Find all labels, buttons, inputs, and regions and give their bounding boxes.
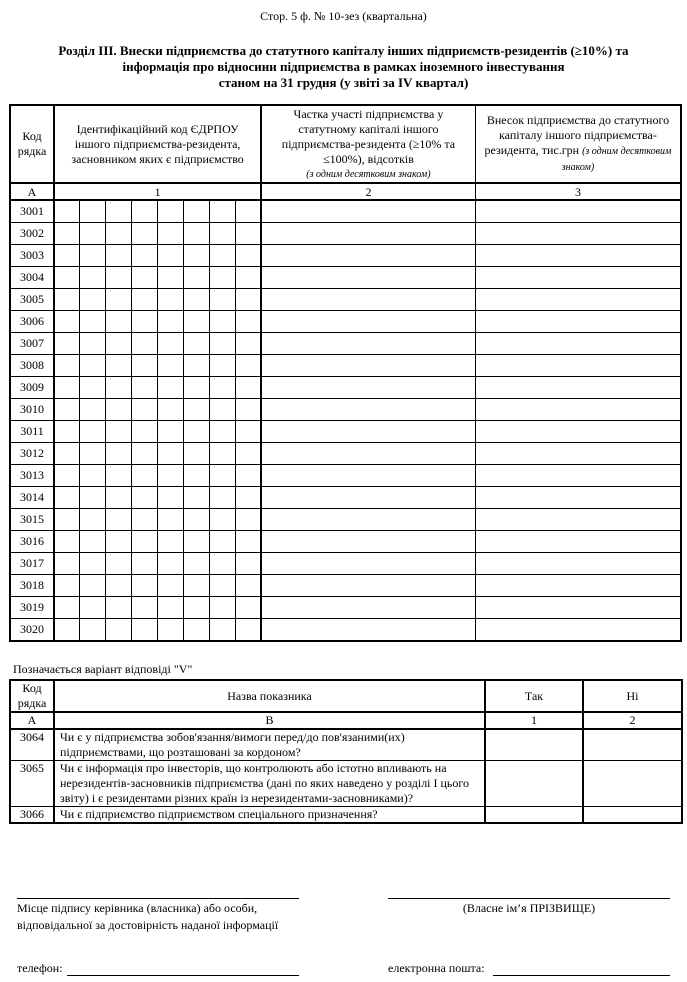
edrpou-digit-cell[interactable]	[80, 553, 106, 575]
no-cell[interactable]	[583, 761, 682, 807]
row-code: 3002	[10, 223, 54, 245]
share-percent-cell[interactable]	[261, 333, 475, 355]
contribution-cell[interactable]	[475, 399, 681, 421]
share-percent-cell[interactable]	[261, 399, 475, 421]
edrpou-digit-cell[interactable]	[158, 223, 184, 245]
row-code: 3012	[10, 443, 54, 465]
edrpou-digit-cell[interactable]	[54, 267, 80, 289]
edrpou-digit-cell[interactable]	[54, 377, 80, 399]
header-no: Ні	[583, 680, 682, 712]
section-title	[0, 43, 687, 91]
table-row	[10, 761, 682, 807]
edrpou-digit-cell[interactable]	[183, 333, 209, 355]
edrpou-digit-cell[interactable]	[158, 399, 184, 421]
edrpou-digit-cell[interactable]	[106, 487, 132, 509]
edrpou-digit-cell[interactable]	[209, 377, 235, 399]
edrpou-digit-cell[interactable]	[183, 487, 209, 509]
row-code: 3065	[10, 761, 54, 807]
edrpou-digit-cell[interactable]	[235, 443, 261, 465]
edrpou-digit-cell[interactable]	[183, 553, 209, 575]
table-header-row	[10, 680, 682, 712]
edrpou-digit-cell[interactable]	[106, 245, 132, 267]
row-code: 3020	[10, 619, 54, 642]
edrpou-digit-cell[interactable]	[158, 465, 184, 487]
edrpou-digit-cell[interactable]	[209, 267, 235, 289]
row-code: 3015	[10, 509, 54, 531]
edrpou-digit-cell[interactable]	[183, 509, 209, 531]
index-cell: В	[54, 712, 485, 729]
signature-caption-line: відповідальної за достовірність наданої інформації	[17, 918, 279, 932]
table-row	[10, 597, 681, 619]
edrpou-digit-cell[interactable]	[132, 311, 158, 333]
edrpou-digit-cell[interactable]	[183, 399, 209, 421]
index-cell: А	[10, 712, 54, 729]
contribution-cell[interactable]	[475, 509, 681, 531]
edrpou-digit-cell[interactable]	[54, 289, 80, 311]
edrpou-digit-cell[interactable]	[209, 289, 235, 311]
table-row	[10, 531, 681, 553]
share-percent-cell[interactable]	[261, 531, 475, 553]
edrpou-digit-cell[interactable]	[106, 311, 132, 333]
edrpou-digit-cell[interactable]	[158, 289, 184, 311]
edrpou-digit-cell[interactable]	[80, 443, 106, 465]
name-line[interactable]	[388, 898, 670, 899]
edrpou-digit-cell[interactable]	[54, 619, 80, 642]
edrpou-digit-cell[interactable]	[209, 531, 235, 553]
edrpou-digit-cell[interactable]	[235, 553, 261, 575]
row-code: 3011	[10, 421, 54, 443]
edrpou-digit-cell[interactable]	[158, 487, 184, 509]
answer-note: Позначається варіант відповіді "V"	[13, 662, 193, 676]
table-row	[10, 399, 681, 421]
table-row	[10, 509, 681, 531]
row-code: 3019	[10, 597, 54, 619]
share-percent-cell[interactable]	[261, 487, 475, 509]
edrpou-digit-cell[interactable]	[235, 200, 261, 223]
edrpou-digit-cell[interactable]	[209, 509, 235, 531]
row-code: 3007	[10, 333, 54, 355]
edrpou-digit-cell[interactable]	[54, 421, 80, 443]
edrpou-digit-cell[interactable]	[106, 223, 132, 245]
edrpou-digit-cell[interactable]	[235, 487, 261, 509]
header-indicator-name: Назва показника	[54, 680, 485, 712]
share-percent-cell[interactable]	[261, 267, 475, 289]
edrpou-digit-cell[interactable]	[209, 200, 235, 223]
header-share-text: Частка участі підприємства у статутному капіталі іншого підприємства-резидента (≥10% та ≤100%), відсотків	[281, 106, 456, 166]
row-code: 3001	[10, 200, 54, 223]
edrpou-digit-cell[interactable]	[183, 597, 209, 619]
questions-table	[9, 679, 683, 824]
row-code: 3005	[10, 289, 54, 311]
section-title-line: інформація про відносини підприємства в рамках іноземного інвестування	[122, 59, 565, 74]
edrpou-digit-cell[interactable]	[54, 443, 80, 465]
edrpou-digit-cell[interactable]	[158, 509, 184, 531]
edrpou-digit-cell[interactable]	[209, 311, 235, 333]
index-row	[10, 183, 681, 200]
edrpou-digit-cell[interactable]	[132, 421, 158, 443]
edrpou-digit-cell[interactable]	[54, 311, 80, 333]
edrpou-digit-cell[interactable]	[106, 553, 132, 575]
edrpou-digit-cell[interactable]	[54, 223, 80, 245]
email-field[interactable]	[493, 975, 670, 976]
row-code: 3016	[10, 531, 54, 553]
edrpou-digit-cell[interactable]	[209, 223, 235, 245]
edrpou-digit-cell[interactable]	[209, 487, 235, 509]
edrpou-digit-cell[interactable]	[209, 575, 235, 597]
row-code: 3009	[10, 377, 54, 399]
table-row	[10, 223, 681, 245]
phone-field[interactable]	[67, 975, 299, 976]
signature-caption-line: Місце підпису керівника (власника) або особи,	[17, 901, 258, 915]
table-row	[10, 333, 681, 355]
page-header: Стор. 5 ф. № 10-зез (квартальна)	[260, 9, 427, 23]
contribution-cell[interactable]	[475, 333, 681, 355]
edrpou-digit-cell[interactable]	[209, 619, 235, 642]
table-row	[10, 311, 681, 333]
row-code: 3018	[10, 575, 54, 597]
edrpou-digit-cell[interactable]	[183, 531, 209, 553]
edrpou-digit-cell[interactable]	[235, 289, 261, 311]
edrpou-digit-cell[interactable]	[183, 223, 209, 245]
share-percent-cell[interactable]	[261, 377, 475, 399]
yes-cell[interactable]	[485, 729, 583, 761]
edrpou-digit-cell[interactable]	[106, 575, 132, 597]
row-question: Чи є у підприємства зобов'язання/вимоги перед/до пов'язаними(их) підприємствами, що розташовані за кордоном?	[54, 729, 485, 761]
edrpou-digit-cell[interactable]	[235, 575, 261, 597]
edrpou-digit-cell[interactable]	[80, 487, 106, 509]
edrpou-digit-cell[interactable]	[132, 267, 158, 289]
contribution-cell[interactable]	[475, 311, 681, 333]
edrpou-digit-cell[interactable]	[132, 531, 158, 553]
edrpou-digit-cell[interactable]	[235, 597, 261, 619]
edrpou-digit-cell[interactable]	[80, 311, 106, 333]
edrpou-digit-cell[interactable]	[235, 509, 261, 531]
edrpou-digit-cell[interactable]	[106, 597, 132, 619]
header-edrpou: Ідентифікаційний код ЄДРПОУ іншого підприємства-резидента, засновником яких є підприємство	[54, 105, 261, 183]
section-title-line: станом на 31 грудня (у звіті за ІV квартал)	[218, 75, 469, 90]
contribution-cell[interactable]	[475, 553, 681, 575]
edrpou-digit-cell[interactable]	[80, 619, 106, 642]
index-cell: А	[10, 183, 54, 200]
share-percent-cell[interactable]	[261, 575, 475, 597]
edrpou-digit-cell[interactable]	[158, 377, 184, 399]
edrpou-digit-cell[interactable]	[80, 377, 106, 399]
edrpou-digit-cell[interactable]	[106, 267, 132, 289]
edrpou-digit-cell[interactable]	[235, 333, 261, 355]
table-row	[10, 355, 681, 377]
header-code: Код рядка	[10, 105, 54, 183]
edrpou-digit-cell[interactable]	[183, 311, 209, 333]
edrpou-digit-cell[interactable]	[158, 443, 184, 465]
share-percent-cell[interactable]	[261, 465, 475, 487]
edrpou-digit-cell[interactable]	[106, 619, 132, 642]
edrpou-digit-cell[interactable]	[132, 553, 158, 575]
table-row	[10, 377, 681, 399]
share-percent-cell[interactable]	[261, 597, 475, 619]
row-code: 3017	[10, 553, 54, 575]
table-row	[10, 575, 681, 597]
contribution-cell[interactable]	[475, 289, 681, 311]
contribution-cell[interactable]	[475, 465, 681, 487]
contribution-cell[interactable]	[475, 619, 681, 642]
edrpou-digit-cell[interactable]	[158, 421, 184, 443]
contribution-cell[interactable]	[475, 223, 681, 245]
header-code: Код рядка	[10, 680, 54, 712]
signature-line[interactable]	[17, 898, 299, 899]
row-question: Чи є інформація про інвесторів, що контролюють або істотно впливають на нерезидентів-засновників підприємства (дані по яких наведено у розділі І цього звіту) і є резидентами різних країн із нерезидентами-засновниками)?	[54, 761, 485, 807]
edrpou-digit-cell[interactable]	[183, 377, 209, 399]
edrpou-digit-cell[interactable]	[132, 399, 158, 421]
name-caption: (Власне ім’я ПРІЗВИЩЕ)	[462, 901, 596, 915]
header-yes: Так	[485, 680, 583, 712]
edrpou-digit-cell[interactable]	[209, 333, 235, 355]
edrpou-digit-cell[interactable]	[158, 531, 184, 553]
share-percent-cell[interactable]	[261, 421, 475, 443]
edrpou-digit-cell[interactable]	[54, 355, 80, 377]
edrpou-digit-cell[interactable]	[183, 443, 209, 465]
edrpou-digit-cell[interactable]	[54, 333, 80, 355]
edrpou-digit-cell[interactable]	[209, 597, 235, 619]
edrpou-digit-cell[interactable]	[158, 597, 184, 619]
edrpou-digit-cell[interactable]	[158, 245, 184, 267]
edrpou-digit-cell[interactable]	[80, 509, 106, 531]
edrpou-digit-cell[interactable]	[209, 553, 235, 575]
header-contribution	[475, 105, 681, 183]
edrpou-digit-cell[interactable]	[80, 575, 106, 597]
edrpou-digit-cell[interactable]	[106, 443, 132, 465]
share-percent-cell[interactable]	[261, 355, 475, 377]
edrpou-digit-cell[interactable]	[158, 333, 184, 355]
edrpou-digit-cell[interactable]	[106, 200, 132, 223]
edrpou-digit-cell[interactable]	[235, 377, 261, 399]
row-code: 3003	[10, 245, 54, 267]
contribution-cell[interactable]	[475, 443, 681, 465]
edrpou-digit-cell[interactable]	[80, 333, 106, 355]
row-code: 3066	[10, 807, 54, 824]
index-cell: 1	[485, 712, 583, 729]
table-row	[10, 553, 681, 575]
edrpou-digit-cell[interactable]	[80, 421, 106, 443]
table-row	[10, 267, 681, 289]
edrpou-digit-cell[interactable]	[209, 355, 235, 377]
edrpou-digit-cell[interactable]	[106, 355, 132, 377]
table-row	[10, 465, 681, 487]
row-code: 3006	[10, 311, 54, 333]
edrpou-digit-cell[interactable]	[235, 421, 261, 443]
index-row	[10, 712, 682, 729]
edrpou-digit-cell[interactable]	[80, 355, 106, 377]
edrpou-digit-cell[interactable]	[235, 311, 261, 333]
header-contribution-note: (з одним десятковим знаком)	[561, 146, 672, 173]
edrpou-digit-cell[interactable]	[183, 465, 209, 487]
edrpou-digit-cell[interactable]	[209, 399, 235, 421]
edrpou-digit-cell[interactable]	[80, 267, 106, 289]
edrpou-digit-cell[interactable]	[54, 200, 80, 223]
edrpou-digit-cell[interactable]	[80, 289, 106, 311]
table-row	[10, 729, 682, 761]
edrpou-digit-cell[interactable]	[209, 245, 235, 267]
edrpou-digit-cell[interactable]	[80, 465, 106, 487]
edrpou-digit-cell[interactable]	[158, 200, 184, 223]
edrpou-digit-cell[interactable]	[209, 421, 235, 443]
no-cell[interactable]	[583, 729, 682, 761]
edrpou-digit-cell[interactable]	[235, 465, 261, 487]
table-row	[10, 289, 681, 311]
edrpou-digit-cell[interactable]	[235, 223, 261, 245]
edrpou-digit-cell[interactable]	[132, 223, 158, 245]
email-label: електронна пошта:	[388, 961, 485, 975]
edrpou-digit-cell[interactable]	[54, 245, 80, 267]
table-row	[10, 807, 682, 824]
row-code: 3064	[10, 729, 54, 761]
edrpou-digit-cell[interactable]	[235, 531, 261, 553]
edrpou-digit-cell[interactable]	[183, 619, 209, 642]
edrpou-digit-cell[interactable]	[183, 421, 209, 443]
edrpou-digit-cell[interactable]	[80, 200, 106, 223]
section-title-line: Розділ ІІІ. Внески підприємства до статутного капіталу інших підприємств-резидентів (≥10%) та	[58, 43, 629, 58]
edrpou-digit-cell[interactable]	[80, 245, 106, 267]
edrpou-digit-cell[interactable]	[54, 553, 80, 575]
contribution-cell[interactable]	[475, 575, 681, 597]
index-cell: 2	[261, 183, 475, 200]
table-row	[10, 245, 681, 267]
edrpou-digit-cell[interactable]	[106, 509, 132, 531]
edrpou-digit-cell[interactable]	[54, 575, 80, 597]
edrpou-digit-cell[interactable]	[106, 333, 132, 355]
edrpou-digit-cell[interactable]	[158, 575, 184, 597]
row-code: 3014	[10, 487, 54, 509]
edrpou-digit-cell[interactable]	[80, 531, 106, 553]
table-row	[10, 200, 681, 223]
edrpou-digit-cell[interactable]	[183, 575, 209, 597]
row-code: 3013	[10, 465, 54, 487]
edrpou-digit-cell[interactable]	[235, 267, 261, 289]
edrpou-digit-cell[interactable]	[183, 200, 209, 223]
no-cell[interactable]	[583, 807, 682, 824]
contribution-cell[interactable]	[475, 421, 681, 443]
edrpou-digit-cell[interactable]	[132, 245, 158, 267]
index-cell: 1	[54, 183, 261, 200]
edrpou-digit-cell[interactable]	[80, 597, 106, 619]
edrpou-digit-cell[interactable]	[235, 355, 261, 377]
edrpou-digit-cell[interactable]	[132, 509, 158, 531]
edrpou-digit-cell[interactable]	[54, 487, 80, 509]
edrpou-digit-cell[interactable]	[132, 355, 158, 377]
edrpou-digit-cell[interactable]	[54, 465, 80, 487]
index-cell: 2	[583, 712, 682, 729]
share-percent-cell[interactable]	[261, 311, 475, 333]
share-percent-cell[interactable]	[261, 619, 475, 642]
edrpou-digit-cell[interactable]	[158, 355, 184, 377]
edrpou-digit-cell[interactable]	[235, 619, 261, 642]
edrpou-digit-cell[interactable]	[132, 333, 158, 355]
phone-label: телефон:	[17, 961, 63, 975]
edrpou-digit-cell[interactable]	[80, 223, 106, 245]
table-header-row	[10, 105, 681, 183]
row-code: 3004	[10, 267, 54, 289]
edrpou-digit-cell[interactable]	[132, 575, 158, 597]
row-question: Чи є підприємство підприємством спеціального призначення?	[54, 807, 485, 824]
share-percent-cell[interactable]	[261, 245, 475, 267]
edrpou-digit-cell[interactable]	[235, 399, 261, 421]
edrpou-digit-cell[interactable]	[158, 553, 184, 575]
share-percent-cell[interactable]	[261, 223, 475, 245]
edrpou-digit-cell[interactable]	[183, 289, 209, 311]
edrpou-digit-cell[interactable]	[132, 200, 158, 223]
investments-table	[9, 104, 682, 642]
edrpou-digit-cell[interactable]	[54, 531, 80, 553]
share-percent-cell[interactable]	[261, 200, 475, 223]
edrpou-digit-cell[interactable]	[54, 597, 80, 619]
header-contribution-text: Внесок підприємства до статутного капіталу іншого підприємства-резидента, тис.грн	[484, 113, 670, 157]
edrpou-digit-cell[interactable]	[158, 619, 184, 642]
edrpou-digit-cell[interactable]	[209, 465, 235, 487]
edrpou-digit-cell[interactable]	[183, 355, 209, 377]
contribution-cell[interactable]	[475, 377, 681, 399]
table-row	[10, 421, 681, 443]
contribution-cell[interactable]	[475, 245, 681, 267]
edrpou-digit-cell[interactable]	[158, 267, 184, 289]
edrpou-digit-cell[interactable]	[106, 421, 132, 443]
edrpou-digit-cell[interactable]	[132, 597, 158, 619]
edrpou-digit-cell[interactable]	[235, 245, 261, 267]
share-percent-cell[interactable]	[261, 553, 475, 575]
header-share	[261, 105, 475, 183]
edrpou-digit-cell[interactable]	[106, 465, 132, 487]
edrpou-digit-cell[interactable]	[183, 245, 209, 267]
edrpou-digit-cell[interactable]	[54, 509, 80, 531]
edrpou-digit-cell[interactable]	[106, 531, 132, 553]
contribution-cell[interactable]	[475, 597, 681, 619]
yes-cell[interactable]	[485, 807, 583, 824]
edrpou-digit-cell[interactable]	[106, 289, 132, 311]
edrpou-digit-cell[interactable]	[158, 311, 184, 333]
share-percent-cell[interactable]	[261, 443, 475, 465]
contribution-cell[interactable]	[475, 487, 681, 509]
header-share-note: (з одним десятковим знаком)	[306, 168, 431, 180]
share-percent-cell[interactable]	[261, 289, 475, 311]
index-cell: 3	[475, 183, 681, 200]
row-code: 3008	[10, 355, 54, 377]
edrpou-digit-cell[interactable]	[132, 619, 158, 642]
contribution-cell[interactable]	[475, 267, 681, 289]
edrpou-digit-cell[interactable]	[106, 399, 132, 421]
table-row	[10, 619, 681, 642]
edrpou-digit-cell[interactable]	[132, 377, 158, 399]
edrpou-digit-cell[interactable]	[132, 487, 158, 509]
row-code: 3010	[10, 399, 54, 421]
share-percent-cell[interactable]	[261, 509, 475, 531]
edrpou-digit-cell[interactable]	[132, 465, 158, 487]
edrpou-digit-cell[interactable]	[54, 399, 80, 421]
table-row	[10, 443, 681, 465]
edrpou-digit-cell[interactable]	[209, 443, 235, 465]
signature-caption	[17, 900, 278, 934]
edrpou-digit-cell[interactable]	[132, 289, 158, 311]
contribution-cell[interactable]	[475, 355, 681, 377]
contribution-cell[interactable]	[475, 200, 681, 223]
edrpou-digit-cell[interactable]	[80, 399, 106, 421]
edrpou-digit-cell[interactable]	[132, 443, 158, 465]
contribution-cell[interactable]	[475, 531, 681, 553]
table-row	[10, 487, 681, 509]
edrpou-digit-cell[interactable]	[183, 267, 209, 289]
edrpou-digit-cell[interactable]	[106, 377, 132, 399]
yes-cell[interactable]	[485, 761, 583, 807]
